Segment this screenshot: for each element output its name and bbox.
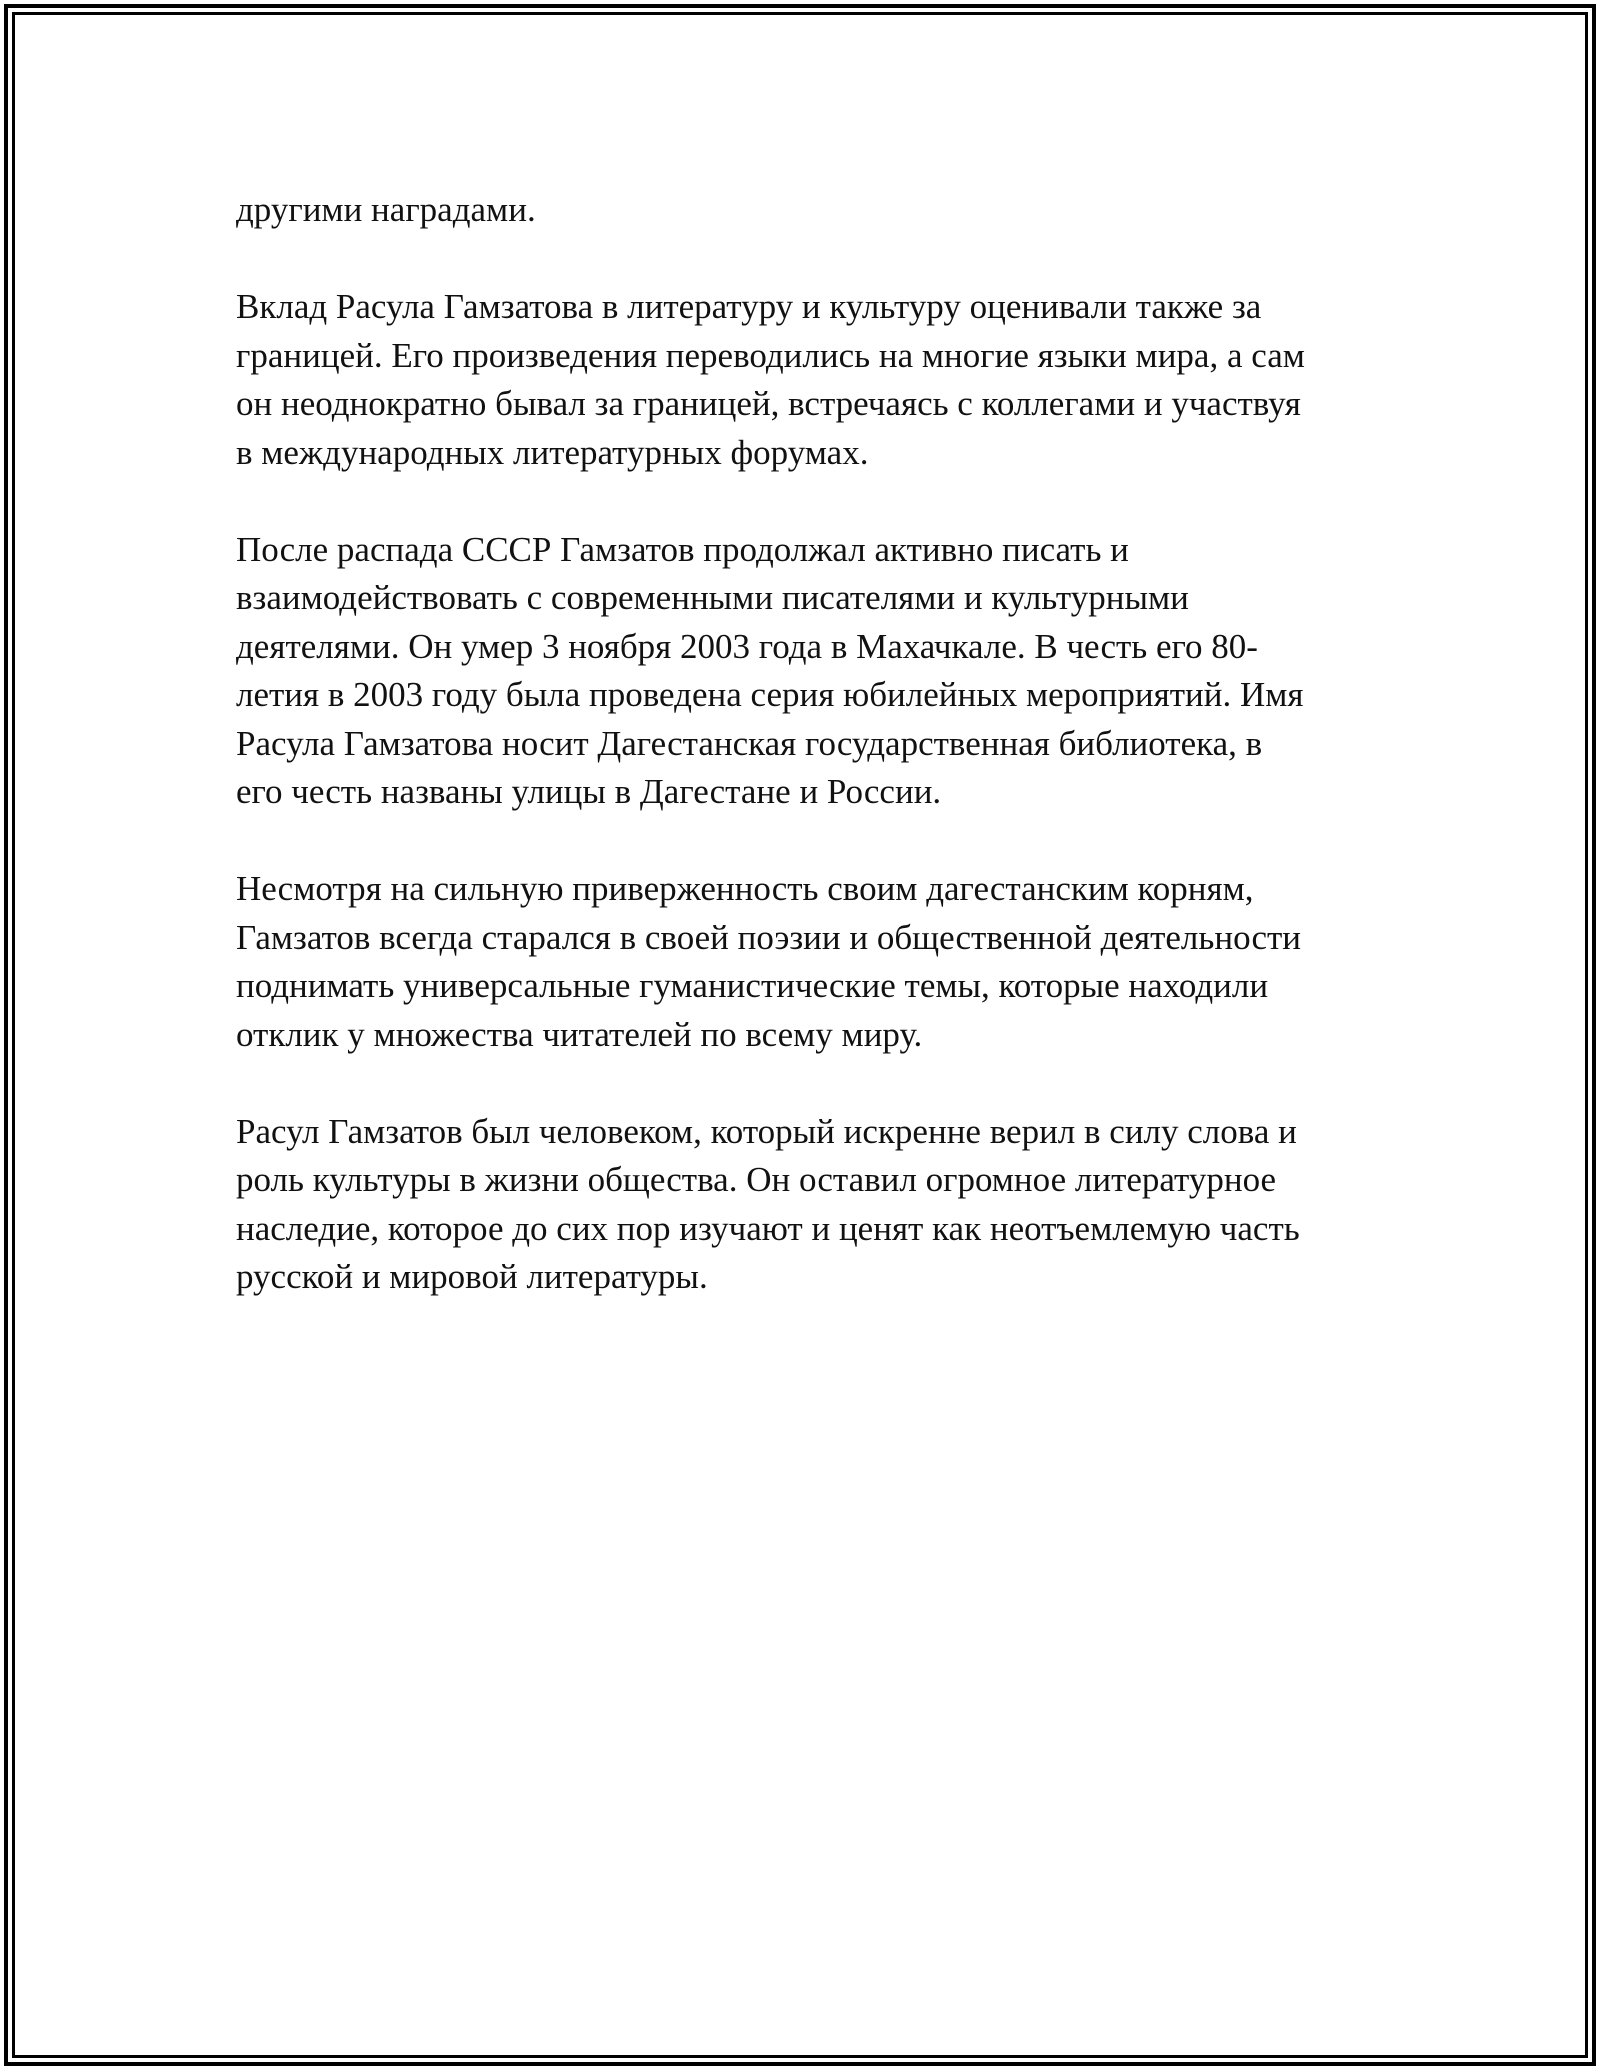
paragraph-international-recognition: Вклад Расула Гамзатова в литературу и культуру оценивали также за границей. Его произведения переводились на многие языки мира, а сам он неоднократно бывал за границей, встречаясь с коллегами и участвуя в международных литературных форумах. (236, 287, 1305, 472)
paragraph-post-ussr: После распада СССР Гамзатов продолжал активно писать и взаимодействовать с современными писателями и культурными деятелями. Он умер 3 ноября 2003 года в Махачкале. В честь его 80- летия в 2003 году была проведена серия юбилейных мероприятий. Имя Расула Гамзатова носит Дагестанская государственная библиотека, в его честь названы улицы в Дагестане и России. (236, 529, 1304, 811)
paragraph-humanistic-themes: Несмотря на сильную приверженность своим дагестанским корням, Гамзатов всегда старался в своей поэзии и общественной деятельности поднимать универсальные гуманистические темы, которые находили отклик у множества читателей по всему миру. (236, 869, 1302, 1054)
document-body (236, 186, 1376, 1350)
paragraph-awards-ending: другими наградами. (236, 190, 536, 229)
paragraph-legacy: Расул Гамзатов был человеком, который искренне верил в силу слова и роль культуры в жизни общества. Он оставил огромное литературное наследие, которое до сих пор изучают и ценят как неотъемлемую часть русской и мировой литературы. (236, 1111, 1300, 1296)
